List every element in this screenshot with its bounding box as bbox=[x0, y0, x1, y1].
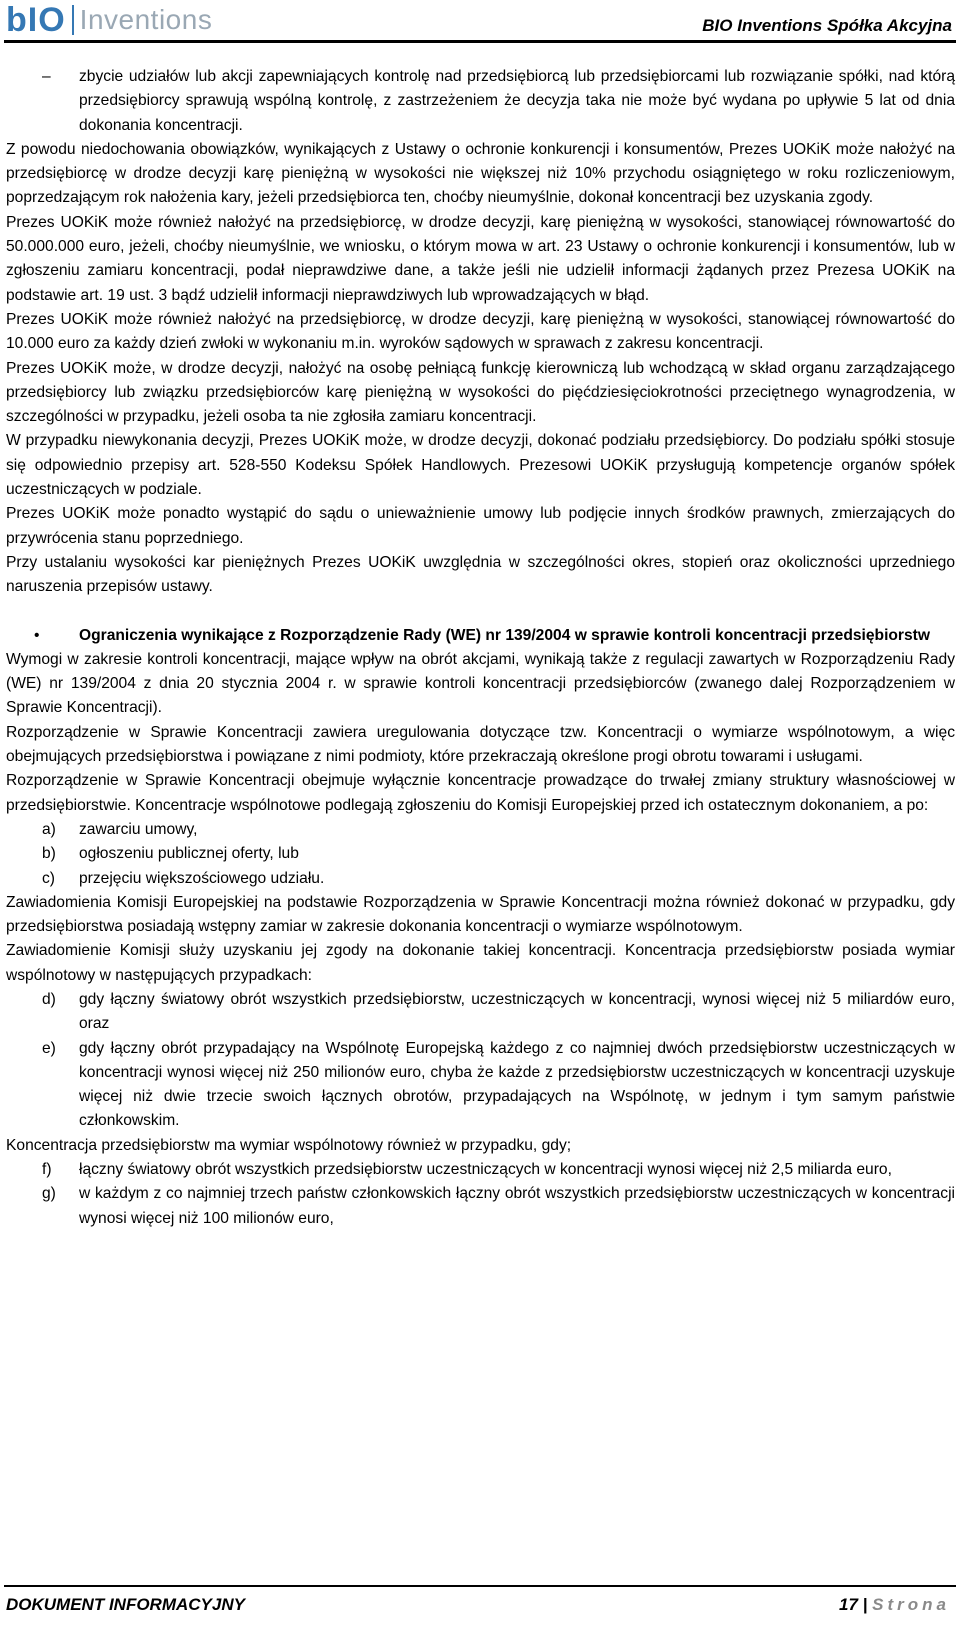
company-name: BIO Inventions Spółka Akcyjna bbox=[702, 16, 952, 35]
dash-list-item bbox=[6, 65, 955, 138]
paragraph: Rozporządzenie w Sprawie Koncentracji obejmuje wyłącznie koncentracje prowadzące do trwałej zmiany struktury własnościowej w przedsiębiorstwie. Koncentracje wspólnotowe podlegają zgłoszeniu do Komisji Europejskiej przed ich ostatecznym dokonaniem, a po: bbox=[6, 772, 955, 814]
list-marker: b) bbox=[42, 845, 56, 863]
list-item-text: ogłoszeniu publicznej oferty, lub bbox=[79, 845, 299, 863]
header-divider bbox=[4, 40, 956, 43]
page-header bbox=[0, 0, 960, 44]
page-footer bbox=[0, 1585, 960, 1625]
paragraph: Prezes UOKiK może ponadto wystąpić do sądu o unieważnienie umowy lub podjęcie innych środków prawnych, zmierzających do przywrócenia stanu poprzedniego. bbox=[6, 505, 955, 547]
paragraph: Prezes UOKiK może, w drodze decyzji, nałożyć na osobę pełniącą funkcję kierowniczą lub wchodzącą w skład organu zarządzającego przedsiębiorcy lub związku przedsiębiorców karę pieniężną w wysokości do pięćdziesięciokrotności przeciętnego wynagrodzenia, w szczególności w przypadku, jeżeli osoba ta nie zgłosiła zamiaru koncentracji. bbox=[6, 359, 955, 426]
dash-item-text: zbycie udziałów lub akcji zapewniających kontrolę nad przedsiębiorcą lub przedsiębiorcami lub rozwiązanie spółki, nad którą przedsiębiorcy sprawują wspólną kontrolę, z zastrzeżeniem że decyzja taka nie może być wydana po upływie 5 lat od dnia dokonania koncentracji. bbox=[79, 68, 955, 134]
logo-separator bbox=[72, 5, 74, 35]
list-item bbox=[6, 842, 955, 866]
list-item bbox=[6, 1158, 955, 1182]
list-item bbox=[6, 1182, 955, 1231]
paragraph: Rozporządzenie w Sprawie Koncentracji zawiera uregulowania dotyczące tzw. Koncentracji o wymiarze wspólnotowym, a więc obejmujących przedsiębiorstwa i powiązane z nimi podmioty, które przekraczają określone progi obrotu towarami i usługami. bbox=[6, 723, 955, 766]
list-item bbox=[6, 1037, 955, 1134]
section-heading-text: Ograniczenia wynikające z Rozporządzenie Rady (WE) nr 139/2004 w sprawie kontroli koncentracji przedsiębiorstw bbox=[79, 626, 930, 644]
list-item-text: gdy łączny obrót przypadający na Wspólnotę Europejską każdego z co najmniej dwóch przedsiębiorstw uczestniczących w koncentracji wynosi więcej niż 250 milionów euro, chyba że każde z przedsiębiorstw uczestniczących w koncentracji uzyskuje więcej niż dwie trzecie swoich łącznych obrotów, przypadających na Wspólnotę, w jednym i tym samym państwie członkowskim. bbox=[79, 1039, 955, 1130]
logo-bio-text: bIO bbox=[6, 0, 66, 39]
page-number: 17 bbox=[839, 1595, 858, 1614]
list-item-text: zawarciu umowy, bbox=[79, 820, 198, 838]
list-item-text: w każdym z co najmniej trzech państw członkowskich łączny obrót wszystkich przedsiębiorstw uczestniczących w koncentracji wynosi więcej niż 100 milionów euro, bbox=[79, 1185, 955, 1227]
dash-marker: – bbox=[42, 68, 51, 85]
page-separator: | bbox=[862, 1595, 868, 1614]
paragraph: Prezes UOKiK może również nałożyć na przedsiębiorcę, w drodze decyzji, karę pieniężną w wysokości, stanowiącej równowartość do 10.000 euro za każdy dzień zwłoki w wykonaniu m.in. wyroków sądowych w sprawach z zakresu koncentracji. bbox=[6, 310, 955, 353]
list-item bbox=[6, 988, 955, 1037]
spacer bbox=[6, 600, 955, 624]
paragraph: Wymogi w zakresie kontroli koncentracji, mające wpływ na obrót akcjami, wynikają także z regulacji zawartych w Rozporządzeniu Rady (WE) nr 139/2004 z dnia 20 stycznia 2004 r. w sprawie kontroli koncentracji przedsiębiorców (zwanego dalej Rozporządzeniem w Sprawie Koncentracji). bbox=[6, 650, 955, 717]
list-item bbox=[6, 867, 955, 891]
document-body bbox=[6, 65, 955, 1231]
list-marker: f) bbox=[42, 1161, 52, 1179]
list-marker: e) bbox=[42, 1039, 56, 1057]
logo-inventions-text: Inventions bbox=[79, 4, 213, 35]
paragraph: W przypadku niewykonania decyzji, Prezes UOKiK może, w drodze decyzji, dokonać podziału przedsiębiorcy. Do podziału spółki stosuje się odpowiednio przepisy art. 528-550 Kodeksu Spółek Handlowych. Prezesowi UOKiK przysługują kompetencje organów spółek uczestniczących w podziale. bbox=[6, 432, 955, 499]
list-item-text: łączny światowy obrót wszystkich przedsiębiorstw uczestniczących w koncentracji wynosi więcej niż 2,5 miliarda euro, bbox=[79, 1161, 892, 1179]
list-marker: d) bbox=[42, 990, 56, 1008]
document-label: DOKUMENT INFORMACYJNY bbox=[6, 1595, 245, 1614]
paragraph: Zawiadomienie Komisji służy uzyskaniu jej zgody na dokonanie takiej koncentracji. Koncentracja przedsiębiorstw posiada wymiar wspólnotowy w następujących przypadkach: bbox=[6, 942, 955, 984]
list-marker: a) bbox=[42, 820, 56, 838]
list-item-text: gdy łączny światowy obrót wszystkich przedsiębiorstw, uczestniczących w koncentracji, wynosi więcej niż 5 miliardów euro, oraz bbox=[79, 990, 955, 1033]
paragraph: Koncentracja przedsiębiorstw ma wymiar wspólnotowy również w przypadku, gdy; bbox=[6, 1136, 572, 1154]
paragraph: Z powodu niedochowania obowiązków, wynikających z Ustawy o ochronie konkurencji i konsumentów, Prezes UOKiK może nałożyć na przedsiębiorcę w drodze decyzji karę pieniężną w wysokości nie większej niż 10% przychodu osiągniętego w roku rozliczeniowym, poprzedzającym rok nałożenia kary, jeżeli przedsiębiorca ten, choćby nieumyślnie, dokonał koncentracji bez uzyskania zgody. bbox=[6, 140, 955, 207]
footer-divider bbox=[4, 1585, 956, 1587]
paragraph: Prezes UOKiK może również nałożyć na przedsiębiorcę, w drodze decyzji, karę pieniężną w wysokości, stanowiącej równowartość do 50.000.000 euro, jeżeli, choćby nieumyślnie, we wniosku, o którym mowa w art. 23 Ustawy o ochronie konkurencji i konsumentów, lub w zgłoszeniu zamiaru koncentracji, podał nieprawdziwe dane, a także jeśli nie udzielił informacji żądanych przez Prezesa UOKiK na podstawie art. 19 ust. 3 bądź udzielił informacji nieprawdziwych lub wprowadzających w błąd. bbox=[6, 213, 955, 304]
page-number-block bbox=[839, 1595, 950, 1615]
bullet-icon: • bbox=[34, 626, 40, 644]
list-item-text: przejęciu większościowego udziału. bbox=[79, 869, 325, 887]
company-logo bbox=[6, 2, 212, 38]
list-marker: g) bbox=[42, 1185, 56, 1203]
list-marker: c) bbox=[42, 869, 55, 887]
paragraph: Zawiadomienia Komisji Europejskiej na podstawie Rozporządzenia w Sprawie Koncentracji można również dokonać w przypadku, gdy przedsiębiorstwa posiadają wstępny zamiar w zakresie dokonania koncentracji o wymiarze wspólnotowym. bbox=[6, 893, 955, 936]
paragraph: Przy ustalaniu wysokości kar pieniężnych Prezes UOKiK uwzględnia w szczególności okres, stopień oraz okoliczności uprzedniego naruszenia przepisów ustawy. bbox=[6, 553, 955, 596]
page-word: Strona bbox=[872, 1595, 950, 1614]
section-heading bbox=[6, 624, 955, 648]
list-item bbox=[6, 818, 955, 842]
